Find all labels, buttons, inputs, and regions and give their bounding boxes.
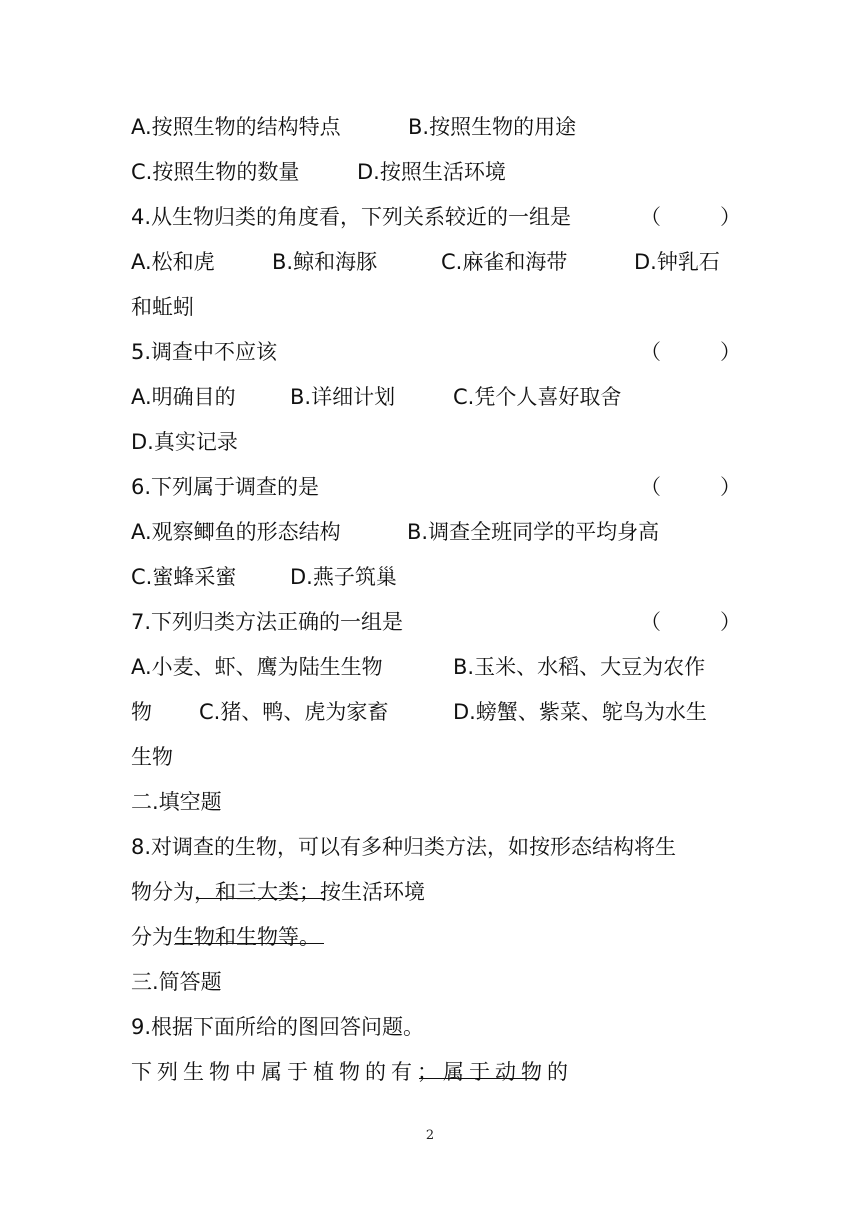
q5-stem: 5.调查中不应该: [131, 340, 278, 364]
q4-option-d: D.钟乳石: [634, 250, 720, 274]
q8-text-2c: 和: [215, 880, 236, 904]
q8-line2-content: [131, 872, 425, 912]
q7-options-row2: [131, 692, 731, 732]
q5-option-d: D.真实记录: [131, 430, 238, 454]
answer-paren-close: ）: [720, 475, 741, 499]
q7-option-d-cont: 生物: [131, 745, 173, 769]
q8-line3-content: [131, 917, 320, 957]
q4-option-b: B.鲸和海豚: [272, 250, 378, 274]
q6-option-a: A.观察鲫鱼的形态结构: [131, 520, 341, 544]
answer-paren-close: ）: [720, 340, 741, 364]
q9-line2-content: [131, 1052, 573, 1092]
q3-option-d: D.按照生活环境: [357, 160, 506, 184]
q5-options-row: [131, 377, 731, 417]
q4-stem: 4.从生物归类的角度看，下列关系较近的一组是: [131, 205, 572, 229]
q7-options-row3: [131, 737, 731, 777]
q8-line2: [131, 872, 731, 912]
q8-text-3b: 生物和: [173, 925, 236, 949]
q7-option-a: A.小麦、虾、鹰为陆生生物: [131, 655, 383, 679]
q3-option-b: B.按照生物的用途: [408, 115, 577, 139]
q7-option-d: D.螃蟹、紫菜、鸵鸟为水生: [453, 700, 707, 724]
q5-option-c: C.凭个人喜好取舍: [453, 385, 622, 409]
answer-paren-open: （: [640, 475, 661, 499]
q3-options-row2: [131, 152, 731, 192]
q4-option-a: A.松和虎: [131, 250, 215, 274]
q8-text-3c: 生物等。: [236, 925, 320, 949]
section-2-title: 二.填空题: [131, 790, 222, 814]
q8-text-3a: 分为: [131, 925, 173, 949]
q8-text-1: 8.对调查的生物，可以有多种归类方法，如按形态结构将生: [131, 835, 677, 859]
q4-options-row2: [131, 287, 731, 327]
q5-option-a: A.明确目的: [131, 385, 236, 409]
q3-option-a: A.按照生物的结构特点: [131, 115, 341, 139]
q4-stem-row: [131, 197, 741, 237]
q9-line2: [131, 1052, 731, 1092]
q8-text-2d: 三大类；按生活环境: [236, 880, 425, 904]
answer-paren-open: （: [640, 205, 661, 229]
q7-option-c: C.猪、鸭、虎为家畜: [199, 700, 389, 724]
q8-line1: [131, 827, 731, 867]
q4-options-row: [131, 242, 731, 282]
answer-paren-close: ）: [720, 205, 741, 229]
section-heading-fill-in: [131, 782, 731, 822]
q9-stem-row: [131, 1007, 731, 1047]
page-number: 2: [425, 1128, 435, 1143]
blank-field[interactable]: [238, 917, 324, 944]
q9-text-2b: ；属于动物的: [417, 1060, 573, 1084]
q5-option-b: B.详细计划: [290, 385, 396, 409]
q4-option-d-cont: 和蚯蚓: [131, 295, 194, 319]
q4-option-c: C.麻雀和海带: [441, 250, 568, 274]
q8-text-2b: ，: [194, 880, 215, 904]
q7-stem-row: [131, 602, 741, 642]
section-heading-short-answer: [131, 962, 731, 1002]
q6-option-d: D.燕子筑巢: [290, 565, 397, 589]
answer-paren-open: （: [640, 610, 661, 634]
q9-text-2a: 下列生物中属于植物的有: [131, 1060, 417, 1084]
blank-field[interactable]: [238, 872, 324, 899]
q6-options-row: [131, 512, 731, 552]
q8-text-2a: 物分为: [131, 880, 194, 904]
answer-paren-close: ）: [720, 610, 741, 634]
q5-options-row2: [131, 422, 731, 462]
q8-line3: [131, 917, 731, 957]
q3-option-c: C.按照生物的数量: [131, 160, 300, 184]
q6-option-b: B.调查全班同学的平均身高: [407, 520, 660, 544]
blank-field[interactable]: [419, 1052, 539, 1079]
q3-options-row1: [131, 107, 731, 147]
q9-stem: 9.根据下面所给的图回答问题。: [131, 1015, 425, 1039]
q7-option-b-cont: 物: [131, 700, 152, 724]
section-3-title: 三.简答题: [131, 970, 222, 994]
q6-stem: 6.下列属于调查的是: [131, 475, 320, 499]
q6-stem-row: [131, 467, 741, 507]
q6-options-row2: [131, 557, 731, 597]
q7-stem: 7.下列归类方法正确的一组是: [131, 610, 404, 634]
q7-option-b: B.玉米、水稻、大豆为农作: [453, 655, 706, 679]
q5-stem-row: [131, 332, 741, 372]
answer-paren-open: （: [640, 340, 661, 364]
q6-option-c: C.蜜蜂采蜜: [131, 565, 237, 589]
q7-options-row: [131, 647, 731, 687]
